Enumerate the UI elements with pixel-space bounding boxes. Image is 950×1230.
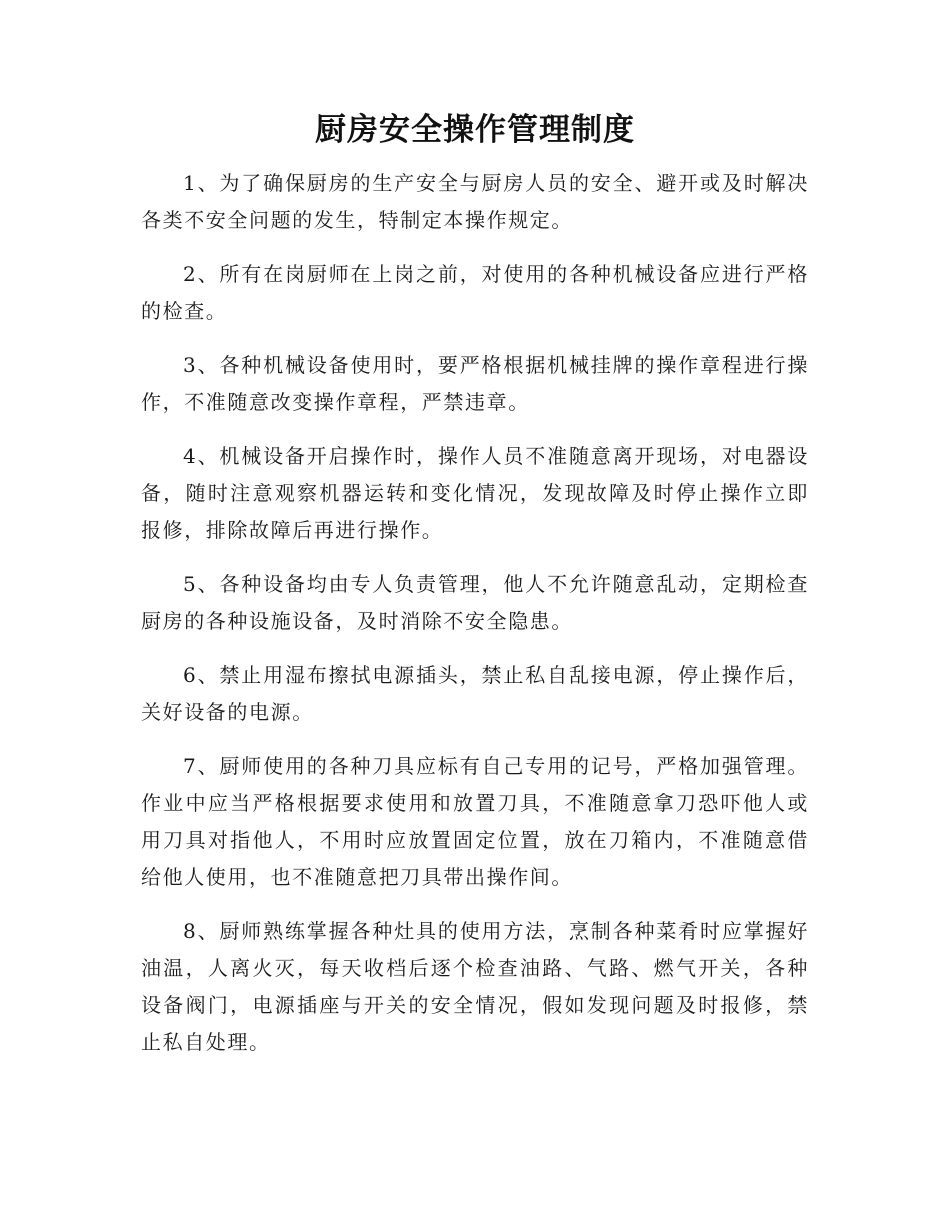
paragraph-2: 2、所有在岗厨师在上岗之前，对使用的各种机械设备应进行严格的检查。 [141, 262, 809, 323]
paragraph-5: 5、各种设备均由专人负责管理，他人不允许随意乱动，定期检查厨房的各种设施设备，及时消除不安全隐患。 [141, 572, 809, 633]
paragraph-6: 6、禁止用湿布擦拭电源插头，禁止私自乱接电源，停止操作后，关好设备的电源。 [141, 663, 809, 724]
page-title: 厨房安全操作管理制度 [315, 112, 635, 148]
paragraph-3: 3、各种机械设备使用时，要严格根据机械挂牌的操作章程进行操作，不准随意改变操作章程，严禁违章。 [141, 353, 809, 414]
paragraph-4: 4、机械设备开启操作时，操作人员不准随意离开现场，对电器设备，随时注意观察机器运转和变化情况，发现故障及时停止操作立即报修，排除故障后再进行操作。 [141, 444, 809, 542]
paragraph-7: 7、厨师使用的各种刀具应标有自己专用的记号，严格加强管理。作业中应当严格根据要求使用和放置刀具，不准随意拿刀恐吓他人或用刀具对指他人，不用时应放置固定位置，放在刀箱内，不准随意借给他人使用，也不准随意把刀具带出操作间。 [141, 754, 809, 889]
document-body [141, 165, 809, 1078]
paragraph-8: 8、厨师熟练掌握各种灶具的使用方法，烹制各种菜肴时应掌握好油温，人离火灭，每天收档后逐个检查油路、气路、燃气开关，各种设备阀门，电源插座与开关的安全情况，假如发现问题及时报修，禁止私自处理。 [141, 919, 809, 1054]
paragraph-1: 1、为了确保厨房的生产安全与厨房人员的安全、避开或及时解决各类不安全问题的发生，特制定本操作规定。 [141, 171, 809, 232]
